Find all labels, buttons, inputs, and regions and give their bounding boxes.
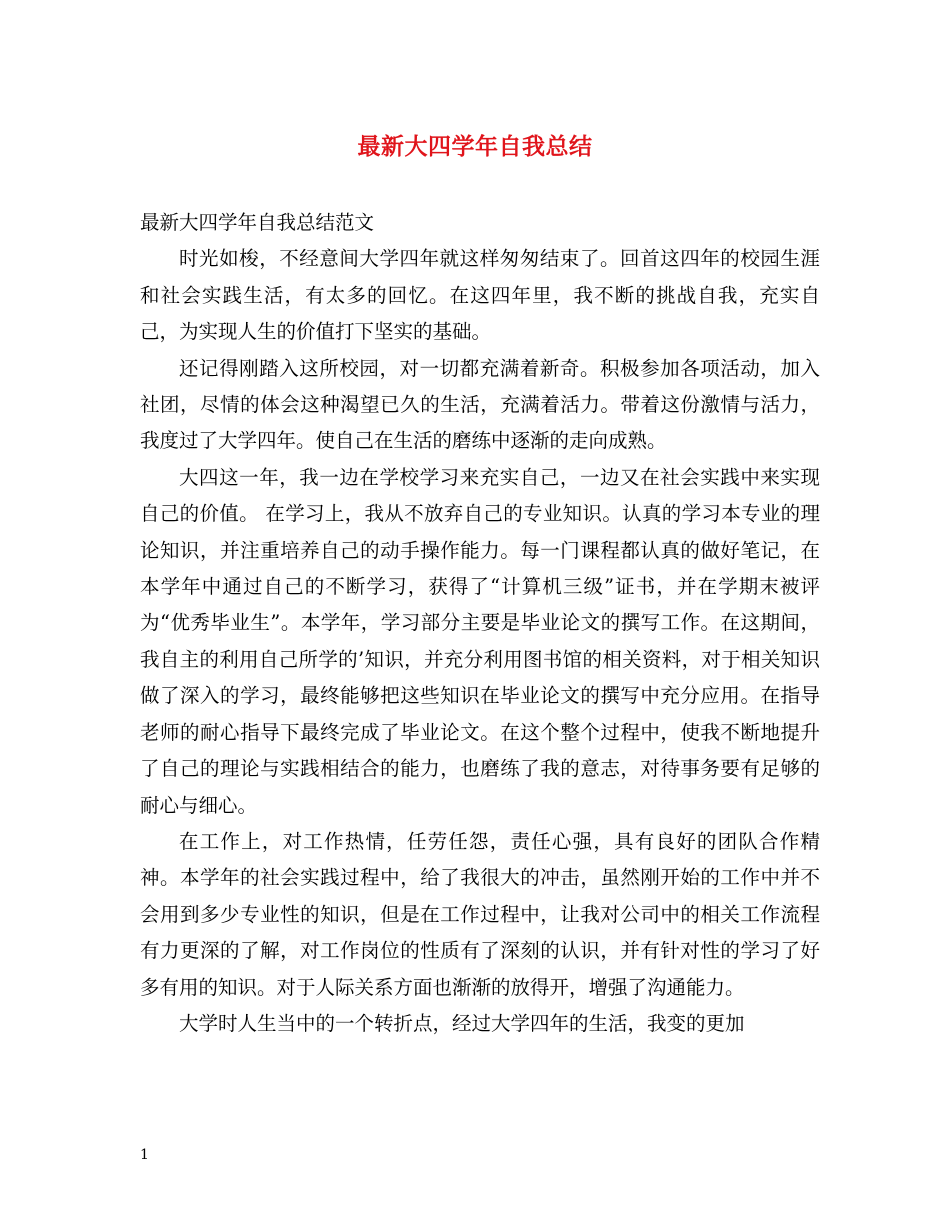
paragraph-1: 时光如梭，不经意间大学四年就这样匆匆结束了。回首这四年的校园生涯和社会实践生活，有太多的回忆。在这四年里，我不断的挑战自我，充实自己，为实现人生的价值打下坚实的基础。: [140, 247, 820, 344]
document-title: 最新大四学年自我总结: [357, 133, 593, 160]
page-number: 1: [140, 1147, 149, 1163]
paragraph-5: 大学时人生当中的一个转折点，经过大学四年的生活，我变的更加: [179, 1011, 745, 1035]
paragraph-3: 大四这一年，我一边在学校学习来充实自己，一边又在社会实践中来实现自己的价值。 在学习上，我从不放弃自己的专业知识。认真的学习本专业的理论知识，并注重培养自己的动手操作能力。每一门课程都认真的做好笔记，在本学年中通过自己的不断学习，获得了“计算机三级”证书，并在学期末被评为“优秀毕业生”。本学年，学习部分主要是毕业论文的撰写工作。在这期间，我自主的利用自己所学的’知识，并充分利用图书馆的相关资料，对于相关知识做了深入的学习，最终能够把这些知识在毕业论文的撰写中充分应用。在指导老师的耐心指导下最终完成了毕业论文。在这个整个过程中，使我不断地提升了自己的理论与实践相结合的能力，也磨练了我的意志，对待事务要有足够的耐心与细心。: [140, 465, 820, 817]
document-body: [140, 205, 820, 1042]
paragraph-4: 在工作上，对工作热情，任劳任怨，责任心强，具有良好的团队合作精神。本学年的社会实践过程中，给了我很大的冲击，虽然刚开始的工作中并不会用到多少专业性的知识，但是在工作过程中，让我对公司中的相关工作流程有力更深的了解，对工作岗位的性质有了深刻的认识，并有针对性的学习了好多有用的知识。对于人际关系方面也渐渐的放得开，增强了沟通能力。: [140, 829, 820, 999]
document-subtitle: 最新大四学年自我总结范文: [140, 211, 375, 234]
paragraph-2: 还记得刚踏入这所校园，对一切都充满着新奇。积极参加各项活动，加入社团，尽情的体会这种渴望已久的生活，充满着活力。带着这份激情与活力，我度过了大学四年。使自己在生活的磨练中逐渐的走向成熟。: [140, 356, 820, 453]
